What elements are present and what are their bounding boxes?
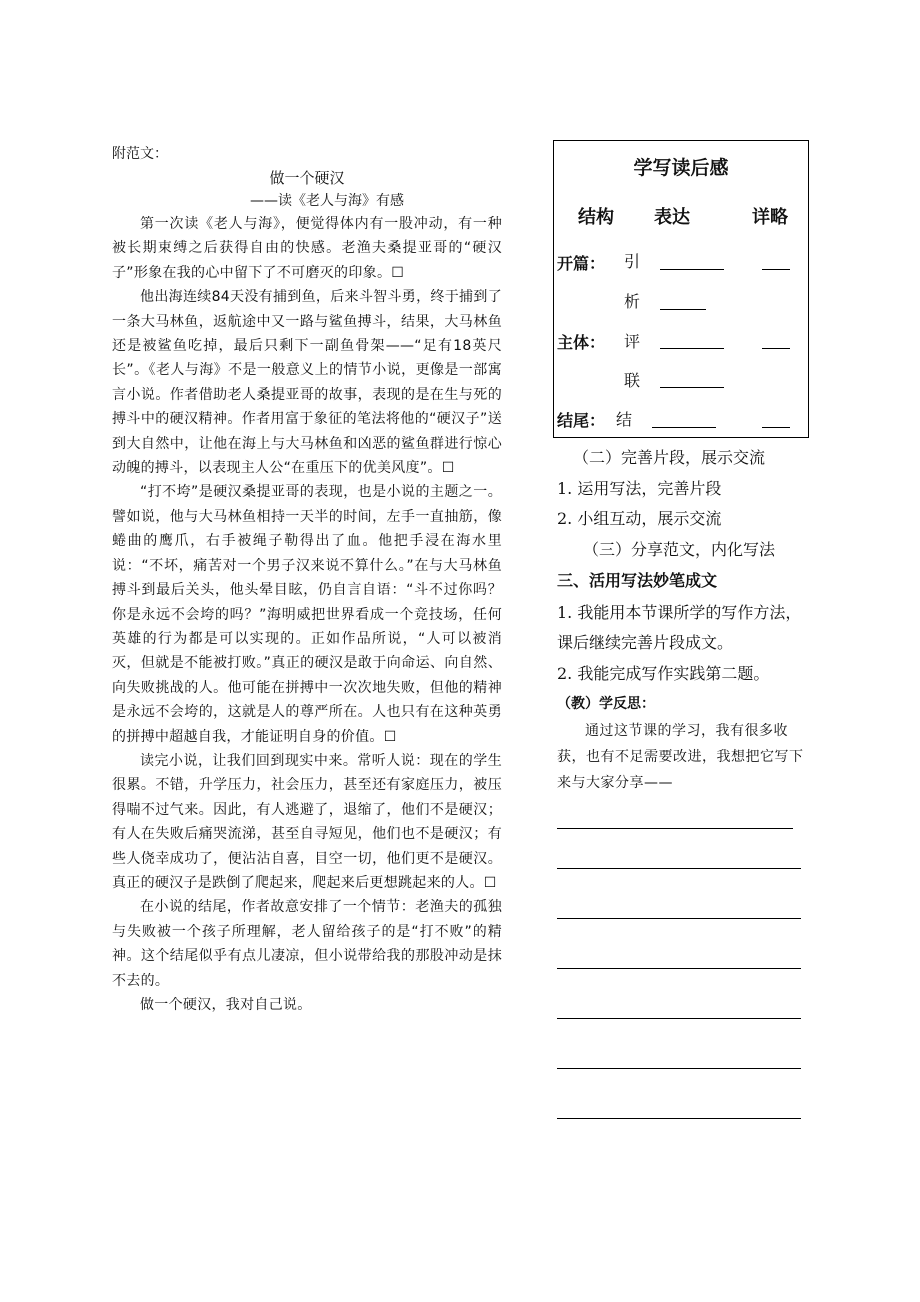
row-label-body: 主体： [557, 333, 606, 352]
step-item: 2. 小组互动，展示交流 [557, 509, 722, 528]
essay-paragraph: 在小说的结尾，作者故意安排了一个情节：老渔夫的孤独与失败被一个孩子所理解，老人留给孩子的是“打不败”的精神。这个结尾似乎有点儿凄凉，但小说带给我的那股冲动是抹不去的。 [112, 899, 502, 989]
writing-line[interactable] [557, 828, 793, 829]
goal-item: 2. 我能完成写作实践第二题。 [557, 664, 770, 683]
step-item: 1. 运用写法，完善片段 [557, 479, 722, 498]
writing-line[interactable] [557, 968, 801, 969]
fill-blank[interactable] [652, 427, 716, 428]
header-detail: 详略 [752, 207, 788, 228]
row-label-ending: 结尾： [557, 411, 606, 430]
essay-column [112, 144, 502, 1017]
fill-blank[interactable] [660, 348, 724, 349]
essay-subtitle: ——读《老人与海》有感 [250, 193, 404, 209]
essay-paragraph: 他出海连续84天没有捕到鱼，后来斗智斗勇，终于捕到了一条大马林鱼，返航途中又一路与鲨鱼搏斗，结果，大马林鱼还是被鲨鱼吃掉，最后只剩下一副鱼骨架——“足有18英尺长”。《老人与海》不是一般意义上的情节小说，更像是一部寓言小说。作者借助老人桑提亚哥的故事，表现的是在生与死的搏斗中的硬汉精神。作者用富于象征的笔法将他的“硬汉子”送到大自然中，让他在海上与大马林鱼和凶恶的鲨鱼群进行惊心动魄的搏斗，以表现主人公“在重压下的优美风度”。☐ [112, 289, 502, 477]
writing-line[interactable] [557, 1068, 801, 1069]
reflection-label: （教）学反思： [557, 696, 655, 712]
section-three-heading: 三、活用写法妙笔成文 [557, 571, 718, 590]
fill-blank[interactable] [660, 387, 724, 388]
goal-item: 1. 我能用本节课所学的写作方法，课后继续完善片段成文。 [557, 603, 802, 652]
row-char-ping: 评 [624, 332, 641, 351]
writing-line[interactable] [557, 1118, 801, 1119]
essay-label: 附范文： [112, 146, 168, 162]
reflection-text: 通过这节课的学习，我有很多收获，也有不足需要改进，我想把它写下来与大家分享—— [557, 723, 804, 791]
fill-blank[interactable] [762, 269, 790, 270]
header-structure: 结构 [578, 207, 614, 228]
writing-line[interactable] [557, 918, 801, 919]
step-two-heading: （二）完善片段，展示交流 [573, 448, 766, 467]
essay-paragraph: 第一次读《老人与海》，便觉得体内有一股冲动，有一种被长期束缚之后获得自由的快感。老渔夫桑提亚哥的“硬汉子”形象在我的心中留下了不可磨灭的印象。☐ [112, 216, 502, 281]
writing-line[interactable] [557, 868, 801, 869]
row-label-opening: 开篇： [557, 254, 606, 273]
row-char-xi: 析 [624, 292, 641, 311]
fill-blank[interactable] [660, 309, 706, 310]
box-title: 学写读后感 [633, 157, 729, 179]
header-expression: 表达 [654, 207, 690, 228]
essay-paragraph: “打不垮”是硬汉桑提亚哥的表现，也是小说的主题之一。譬如说，他与大马林鱼相持一天半的时间，左手一直抽筋，像蜷曲的鹰爪，右手被绳子勒得出了血。他把手浸在海水里说：“不坏，痛苦对一个男子汉来说不算什么。”在与大马林鱼搏斗到最后关头，他头晕目眩，仍自言自语：“斗不过你吗？你是永远不会垮的吗？”海明威把世界看成一个竞技场，任何英雄的行为都是可以实现的。正如作品所说，“人可以被消灭，但就是不能被打败。”真正的硬汉是敢于向命运、向自然、向失败挑战的人。他可能在拼搏中一次次地失败，但他的精神是永远不会垮的，这就是人的尊严所在。人也只有在这种英勇的拼搏中超越自我，才能证明自身的价值。☐ [112, 484, 502, 745]
row-char-lian: 联 [624, 371, 641, 390]
essay-paragraph: 读完小说，让我们回到现实中来。常听人说：现在的学生很累。不错，升学压力，社会压力，甚至还有家庭压力，被压得喘不过气来。因此，有人逃避了，退缩了，他们不是硬汉；有人在失败后痛哭流涕，甚至自寻短见，他们也不是硬汉；有些人侥幸成功了，便沾沾自喜，目空一切，他们更不是硬汉。真正的硬汉子是跌倒了爬起来，爬起来后更想跳起来的人。☐ [112, 752, 502, 891]
structure-box [553, 140, 809, 438]
fill-blank[interactable] [660, 269, 724, 270]
row-char-yin: 引 [624, 252, 641, 271]
fill-blank[interactable] [762, 348, 790, 349]
writing-line[interactable] [557, 1018, 801, 1019]
essay-title: 做一个硬汉 [269, 169, 345, 187]
row-char-jie: 结 [616, 410, 633, 429]
fill-blank[interactable] [762, 427, 790, 428]
step-three-heading: （三）分享范文，内化写法 [583, 540, 776, 559]
essay-paragraph: 做一个硬汉，我对自己说。 [140, 997, 312, 1013]
